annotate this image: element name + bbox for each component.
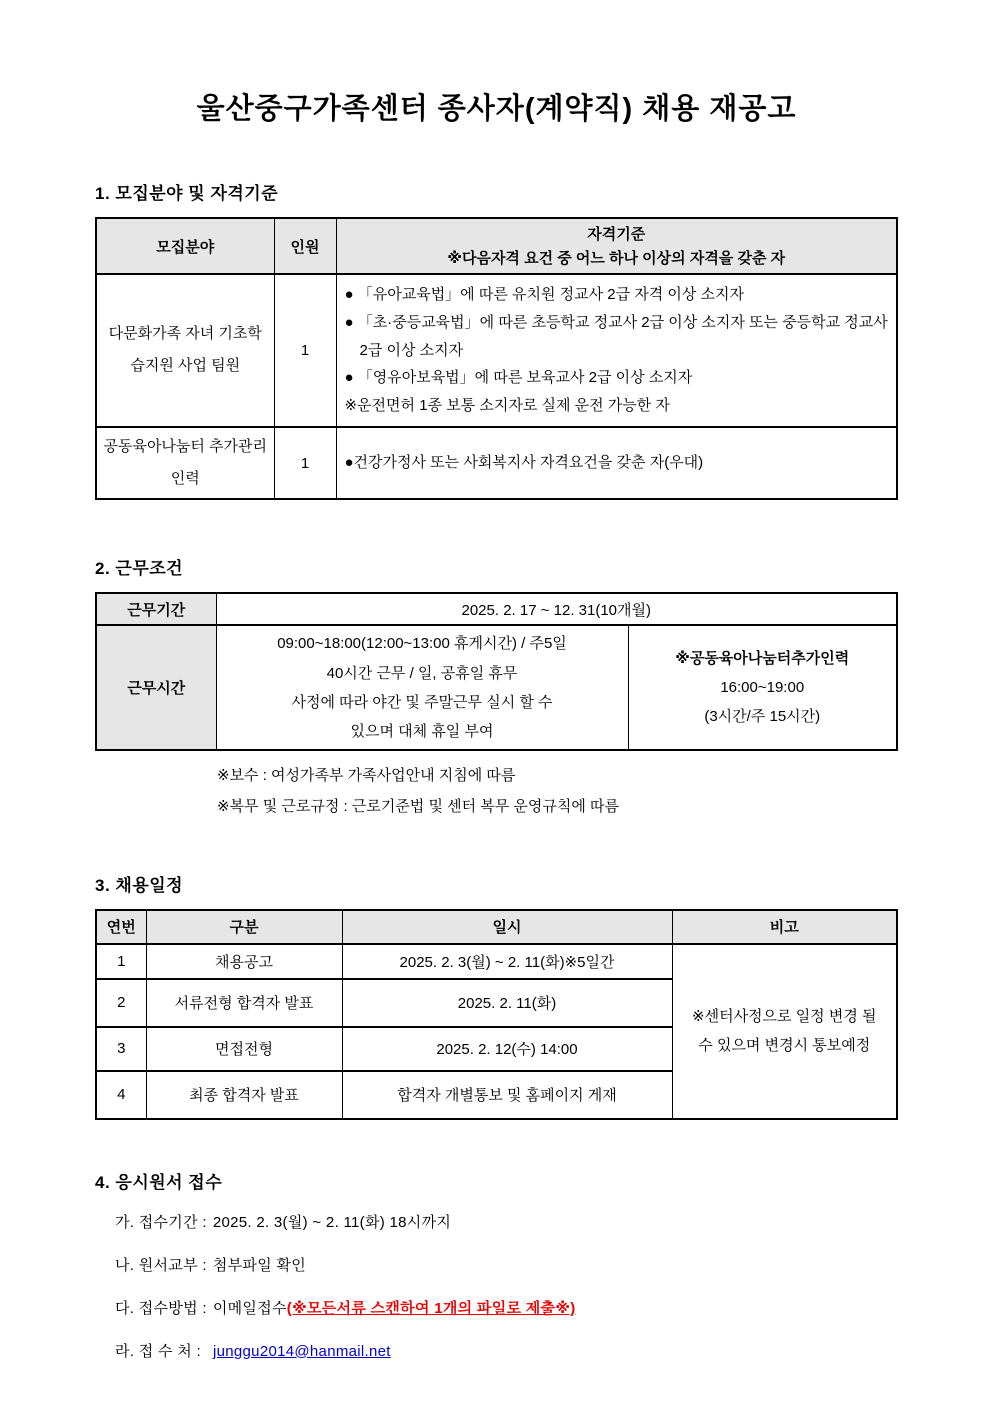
schedule-category: 채용공고 — [146, 944, 342, 979]
table-row — [96, 274, 897, 427]
qualification-header-title: 자격기준 — [587, 226, 646, 243]
recruitment-qualifications — [336, 427, 897, 500]
work-period-label: 근무기간 — [96, 593, 216, 625]
application-item-label: 나. 원서교부 : — [115, 1256, 207, 1274]
work-hours-line: 있으며 대체 휴일 부여 — [350, 723, 494, 740]
col-header-remark: 비고 — [672, 910, 897, 944]
schedule-no: 4 — [96, 1071, 146, 1119]
schedule-no: 3 — [96, 1027, 146, 1071]
schedule-remark: ※센터사정으로 일정 변경 될 수 있으며 변경시 통보예정 — [672, 944, 897, 1119]
schedule-category: 면접전형 — [146, 1027, 342, 1071]
col-header-no: 연번 — [96, 910, 146, 944]
col-header-field: 모집분야 — [96, 218, 274, 274]
application-item-label: 가. 접수기간 : — [115, 1213, 207, 1231]
section-heading-application: 4. 응시원서 접수 — [95, 1172, 223, 1192]
recruitment-qualifications — [336, 274, 897, 427]
recruitment-count: 1 — [274, 427, 336, 500]
application-item-value: 이메일접수 — [212, 1299, 287, 1317]
table-row — [96, 593, 897, 625]
qualification-header-note: ※다음자격 요건 중 어느 하나 이상의 자격을 갖춘 자 — [447, 249, 786, 267]
schedule-no: 2 — [96, 979, 146, 1027]
qualification-item: ● 「초·중등교육법」에 따른 초등학교 정교사 2급 이상 소지자 또는 중등학교 정교사 2급 이상 소지자 — [344, 313, 888, 359]
col-header-category: 구분 — [146, 910, 342, 944]
schedule-datetime: 2025. 2. 12(수) 14:00 — [342, 1027, 672, 1071]
col-header-count: 인원 — [274, 218, 336, 274]
work-hours-line: 사정에 따라 야간 및 주말근무 실시 할 수 — [291, 693, 553, 711]
schedule-no: 1 — [96, 944, 146, 979]
schedule-category: 서류전형 합격자 발표 — [146, 979, 342, 1027]
col-header-datetime: 일시 — [342, 910, 672, 944]
application-item-label: 라. 접 수 처 : — [115, 1342, 201, 1360]
working-conditions-table — [95, 592, 898, 751]
email-link[interactable]: junggu2014@hanmail.net — [212, 1342, 391, 1360]
section-heading-working-conditions: 2. 근무조건 — [95, 559, 184, 579]
schedule-category: 최종 합격자 발표 — [146, 1071, 342, 1119]
section-heading-recruitment: 1. 모집분야 및 자격기준 — [95, 184, 279, 203]
table-row — [96, 427, 897, 500]
schedule-header-row — [96, 910, 897, 944]
work-period-value: 2025. 2. 17 ~ 12. 31(10개월) — [216, 593, 897, 625]
table-row — [96, 944, 897, 979]
recruitment-field: 공동육아나눔터 추가관리인력 — [96, 427, 274, 500]
qualification-item: ● 「유아교육법」에 따른 유치원 정교사 2급 자격 이상 소지자 — [344, 286, 745, 303]
col-header-qualification — [336, 218, 897, 274]
schedule-datetime: 합격자 개별통보 및 홈페이지 게재 — [342, 1071, 672, 1119]
list-item — [115, 1340, 898, 1361]
work-hours-line: 40시간 근무 / 일, 공휴일 휴무 — [326, 664, 518, 682]
work-hours-label: 근무시간 — [96, 625, 216, 750]
working-condition-notes — [217, 761, 898, 823]
application-list — [115, 1211, 898, 1361]
qualification-item: ※운전면허 1종 보통 소지자로 실제 운전 가능한 자 — [344, 397, 670, 414]
work-hours-side-note — [628, 625, 897, 750]
recruitment-count: 1 — [274, 274, 336, 427]
note-line: ※보수 : 여성가족부 가족사업안내 지침에 따름 — [217, 767, 516, 785]
section-heading-schedule: 3. 채용일정 — [95, 875, 184, 895]
application-item-value: 첨부파일 확인 — [212, 1256, 307, 1274]
list-item — [115, 1211, 898, 1232]
work-hours-line: 09:00~18:00(12:00~13:00 휴게시간) / 주5일 — [277, 635, 567, 653]
table-row — [96, 625, 897, 750]
side-note-line: (3시간/주 15시간) — [704, 708, 821, 726]
application-item-label: 다. 접수방법 : — [115, 1299, 207, 1317]
schedule-table — [95, 909, 898, 1120]
schedule-datetime: 2025. 2. 3(월) ~ 2. 11(화)※5일간 — [342, 944, 672, 979]
application-item-value: 2025. 2. 3(월) ~ 2. 11(화) 18시까지 — [212, 1213, 452, 1231]
list-item — [115, 1297, 898, 1318]
note-line: ※복무 및 근로규정 : 근로기준법 및 센터 복무 운영규칙에 따름 — [217, 798, 620, 815]
recruitment-table — [95, 217, 898, 500]
side-note-line: 16:00~19:00 — [720, 679, 805, 697]
recruitment-header-row — [96, 218, 897, 274]
application-highlight-note: (※모든서류 스캔하여 1개의 파일로 제출※) — [286, 1299, 576, 1317]
recruitment-field: 다문화가족 자녀 기초학습지원 사업 팀원 — [96, 274, 274, 427]
schedule-datetime: 2025. 2. 11(화) — [342, 979, 672, 1027]
side-note-title: ※공동육아나눔터추가인력 — [675, 649, 850, 667]
qualification-item: ●건강가정사 또는 사회복지사 자격요건을 갖춘 자(우대) — [344, 454, 704, 472]
page-title: 울산중구가족센터 종사자(계약직) 채용 재공고 — [196, 93, 797, 125]
qualification-item: ● 「영유아보육법」에 따른 보육교사 2급 이상 소지자 — [344, 369, 693, 387]
list-item — [115, 1254, 898, 1275]
work-hours-value — [216, 625, 628, 750]
